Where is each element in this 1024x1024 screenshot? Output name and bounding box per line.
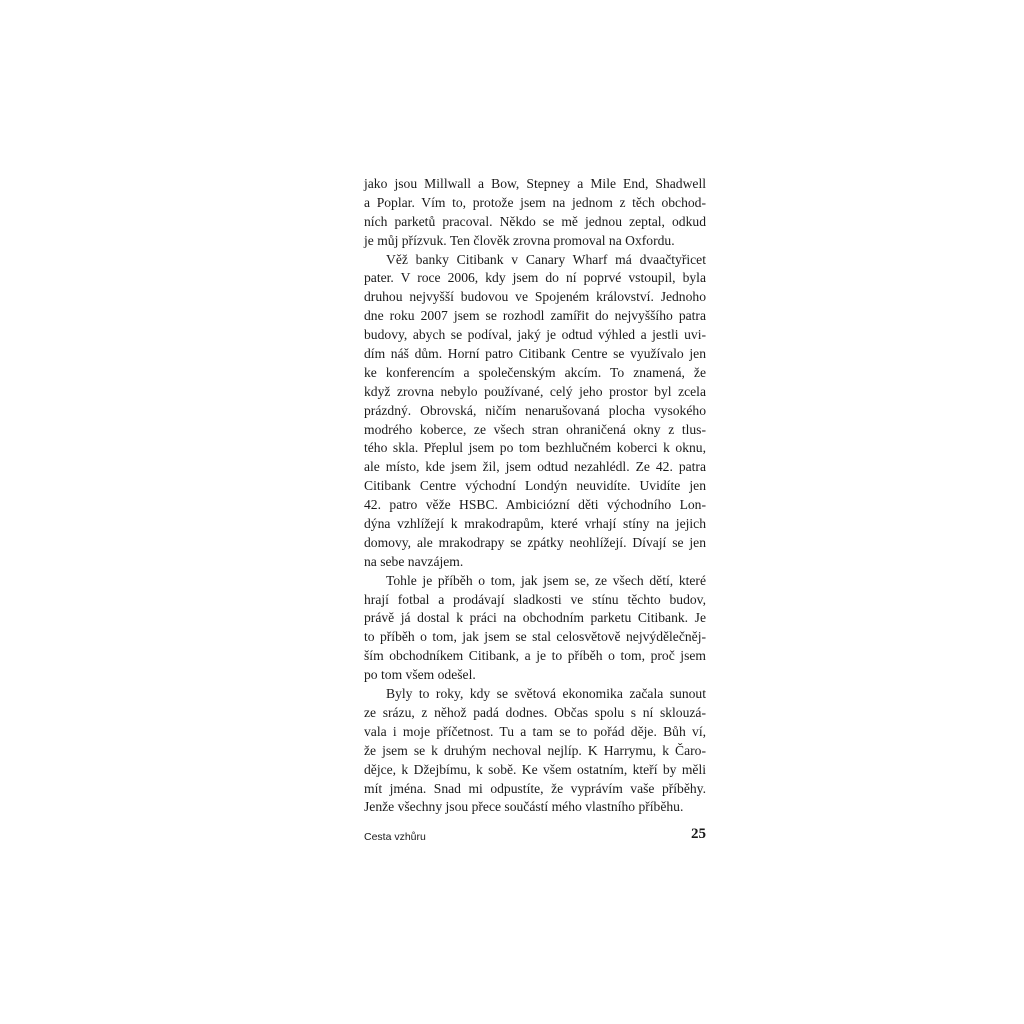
text-line: že jsem se k druhým nechoval nejlíp. K Harrymu, k Čaro- [364, 742, 706, 758]
text-line: je můj přízvuk. Ten člověk zrovna promoval na Oxfordu. [364, 232, 675, 248]
text-line: dýna vzhlížejí k mrakodrapům, které vrhají stíny na jejich [364, 516, 706, 532]
text-line: když zrovna nebylo používané, celý jeho prostor byl zcela [364, 383, 706, 399]
paragraph [364, 685, 706, 817]
text-line: ze srázu, z něhož padá dodnes. Občas spolu s ní sklouzá- [364, 704, 706, 720]
text-line: tého skla. Přeplul jsem po tom bezhlučném koberci k oknu, [364, 440, 706, 456]
text-line: Byly to roky, kdy se světová ekonomika začala sunout [386, 686, 706, 702]
text-line: dím náš dům. Horní patro Citibank Centre se využívalo jen [364, 346, 706, 362]
paragraph [364, 572, 706, 685]
body-text [364, 175, 706, 817]
text-line: Citibank Centre východní Londýn neuvidíte. Uvidíte jen [364, 478, 706, 494]
paragraph [364, 251, 706, 572]
text-line: hrají fotbal a prodávají sladkosti ve stínu těchto budov, [364, 591, 706, 607]
text-line: budovy, abych se podíval, jaký je odtud výhled a jestli uvi- [364, 327, 706, 343]
text-line: Tohle je příběh o tom, jak jsem se, ze všech dětí, které [386, 572, 706, 588]
text-line: na sebe navzájem. [364, 553, 464, 569]
text-line: prázdný. Obrovská, ničím nenarušovaná plocha vysokého [364, 402, 706, 418]
text-line: domovy, ale mrakodrapy se zpátky neohlížejí. Dívají se jen [364, 534, 706, 550]
text-line: dějce, k Džejbímu, k sobě. Ke všem ostatním, kteří by měli [364, 761, 706, 777]
running-footer-title: Cesta vzhůru [364, 831, 426, 843]
text-line: Jenže všechny jsou přece součástí mého vlastního příběhu. [364, 799, 684, 815]
text-line: ale místo, kde jsem žil, jsem odtud nezahlédl. Ze 42. patra [364, 459, 706, 475]
text-line: vala i moje příčetnost. Tu a tam se to pořád děje. Bůh ví, [364, 723, 706, 739]
text-line: pater. V roce 2006, kdy jsem do ní poprvé vstoupil, byla [364, 270, 706, 286]
text-line: ším obchodníkem Citibank, a je to příběh o tom, proč jsem [364, 648, 706, 664]
text-line: ke konferencím a společenským akcím. To znamená, že [364, 364, 706, 380]
paragraph [364, 175, 706, 251]
text-line: modrého koberce, ze všech stran ohraničená okny z tlus- [364, 421, 706, 437]
text-line: 42. patro věže HSBC. Ambiciózní děti východního Lon- [364, 497, 706, 513]
text-line: to příběh o tom, jak jsem se stal celosvětově nejvýdělečněj- [364, 629, 706, 645]
text-line: ních parketů pracoval. Někdo se mě jednou zeptal, odkud [364, 213, 706, 229]
text-line: Věž banky Citibank v Canary Wharf má dvaačtyřicet [386, 251, 706, 267]
text-line: mít jména. Snad mi odpustíte, že vyprávím vaše příběhy. [364, 780, 706, 796]
text-line: po tom všem odešel. [364, 667, 476, 683]
text-line: druhou nejvyšší budovou ve Spojeném království. Jednoho [364, 289, 706, 305]
page-number: 25 [691, 826, 706, 842]
text-line: právě já dostal k práci na obchodním parketu Citibank. Je [364, 610, 706, 626]
text-line: dne roku 2007 jsem se rozhodl zamířit do nejvyššího patra [364, 308, 706, 324]
text-line: jako jsou Millwall a Bow, Stepney a Mile End, Shadwell [364, 176, 706, 191]
text-line: a Poplar. Vím to, protože jsem na jednom z těch obchod- [364, 194, 706, 210]
